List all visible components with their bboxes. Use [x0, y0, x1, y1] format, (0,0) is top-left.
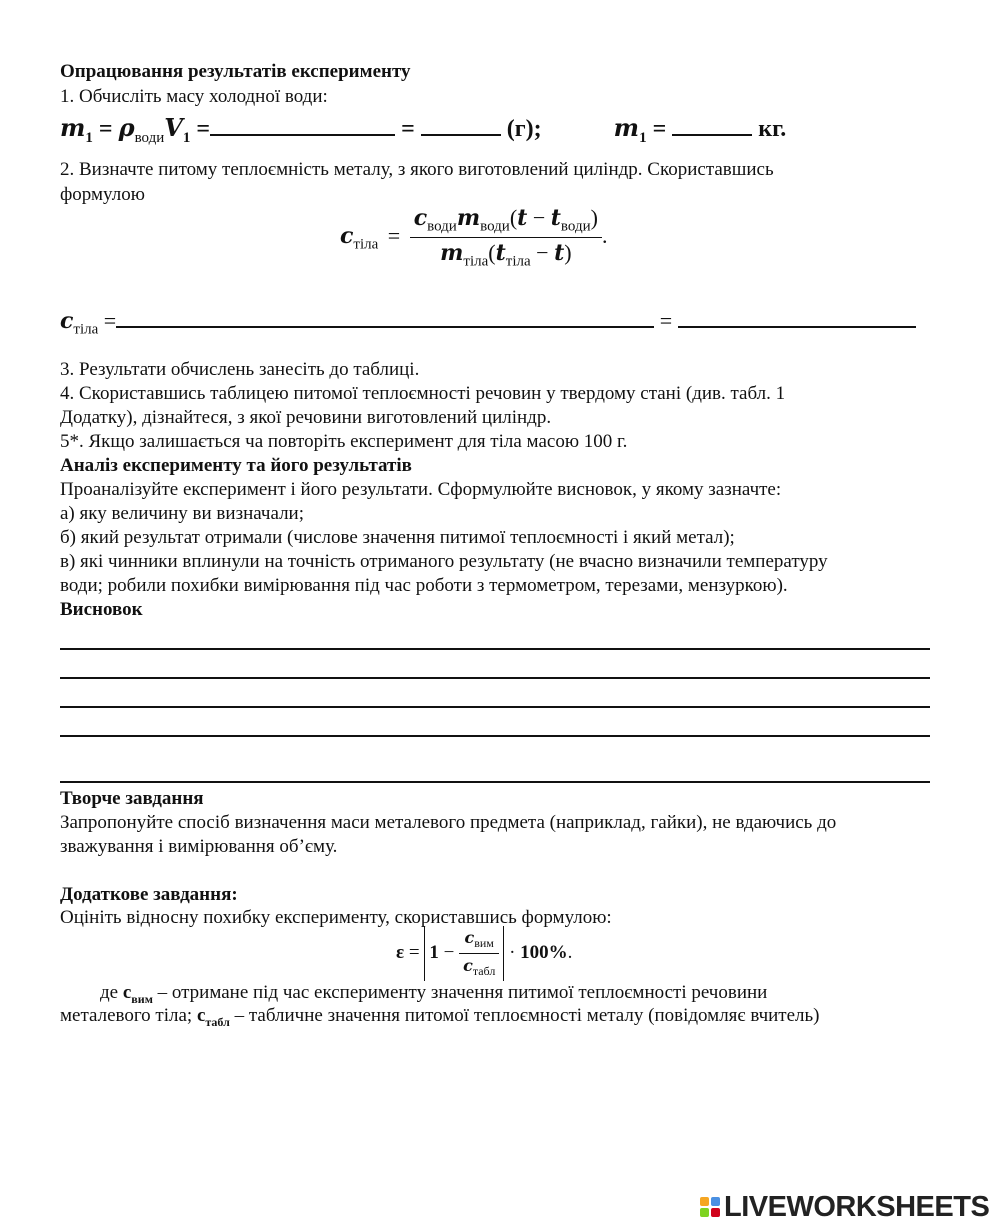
formula-mass-line — [60, 112, 786, 154]
f3-equals: = — [408, 942, 420, 964]
relative-error-formula — [396, 926, 572, 981]
logo-square-3 — [700, 1208, 709, 1217]
note-line-2-start: металевого тіла; — [60, 1005, 197, 1026]
num-t-2: t — [550, 205, 561, 231]
f3-hundred: 100% — [520, 942, 568, 964]
specific-heat-formula — [340, 205, 607, 271]
absolute-value — [424, 926, 504, 981]
logo-square-2 — [711, 1197, 720, 1206]
note-c-tab: с — [196, 1005, 206, 1026]
note-sub-meas: вим — [131, 991, 153, 1006]
num-sub-water: води — [427, 218, 457, 235]
analysis-item-a: а) яку величину ви визначали; — [60, 503, 305, 524]
symbol-rho: ρ — [118, 113, 135, 142]
den-sub-body: тіла — [463, 253, 489, 270]
den-lparen: ( — [488, 240, 496, 266]
formula-period: . — [601, 222, 608, 248]
analysis-item-c-line-2: води; робили похибки вимірювання під час роботи з термометром, терезами, мензуркою). — [60, 575, 788, 596]
step-2-line-2: формулою — [60, 184, 145, 205]
fraction-denominator — [410, 238, 602, 270]
mass-expression-blank[interactable] — [210, 116, 395, 136]
num-sub-water-2: води — [480, 218, 510, 235]
error-denominator — [459, 954, 499, 979]
step-4-line-1: 4. Скориставшись таблицею питомої теплоємності речовин у твердому стані (див. табл. 1 — [60, 383, 786, 404]
num-t: t — [517, 205, 528, 231]
f3-period: . — [567, 942, 573, 964]
step-5-text: 5*. Якщо залишається ча повторіть експеримент для тіла масою 100 г. — [60, 431, 628, 452]
analysis-intro: Проаналізуйте експеримент і його результати. Сформулюйте висновок, у якому зазначте: — [60, 479, 782, 500]
equals-sign-3: = — [401, 116, 415, 142]
specific-heat-expression-blank[interactable] — [116, 308, 654, 328]
num-m: m — [456, 205, 481, 231]
equals-sign: = — [98, 116, 113, 142]
equals-sign-4: = — [652, 116, 667, 142]
f3-den-sub: табл — [472, 964, 496, 979]
mass-grams-blank[interactable] — [421, 116, 501, 136]
conclusion-answer-line-1[interactable] — [60, 648, 930, 650]
calc-equals-2: = — [659, 308, 673, 333]
kg-unit: кг. — [758, 116, 787, 142]
conclusion-answer-line-5[interactable] — [60, 781, 930, 783]
num-rparen: ) — [590, 205, 598, 230]
specific-heat-calc-line — [60, 306, 916, 344]
calc-c: c — [60, 308, 74, 334]
logo-square-4 — [711, 1208, 720, 1217]
note-lead: де — [100, 982, 123, 1003]
subscript-1b: 1 — [182, 129, 191, 146]
logo-square-1 — [700, 1197, 709, 1206]
mass-kg-blank[interactable] — [672, 116, 752, 136]
step-1-text: 1. Обчисліть масу холодної води: — [60, 86, 328, 107]
den-rparen: ) — [564, 240, 572, 266]
den-t-2: t — [554, 240, 565, 267]
step-3-text: 3. Результати обчислень занесіть до таблиці. — [60, 359, 420, 380]
logo-text: LIVEWORKSHEETS — [724, 1190, 990, 1223]
calc-equals: = — [103, 308, 117, 333]
f3-den-c: c — [463, 956, 473, 976]
note-sub-tab: табл — [205, 1014, 230, 1029]
creative-task-line-1: Запропонуйте спосіб визначення маси металевого предмета (наприклад, гайки), не вдаючись до — [60, 812, 837, 833]
analysis-item-b: б) який результат отримали (числове значення питимої теплоємності і який метал); — [60, 527, 735, 548]
num-lparen: ( — [509, 205, 518, 230]
num-c: c — [413, 205, 428, 231]
heading-extra-task: Додаткове завдання: — [60, 884, 238, 905]
symbol-epsilon: ε — [396, 942, 405, 964]
den-m: m — [440, 240, 464, 267]
den-t: t — [495, 240, 506, 267]
grams-unit: (г); — [506, 116, 542, 142]
logo-mark-icon — [700, 1197, 720, 1217]
analysis-item-c-line-1: в) які чинники вплинули на точність отриманого результату (не вчасно визначили температуру — [60, 551, 828, 572]
fraction-numerator — [410, 205, 602, 238]
conclusion-answer-line-2[interactable] — [60, 677, 930, 679]
creative-task-line-2: зважування і вимірювання об’єму. — [60, 836, 338, 857]
subscript-water: води — [134, 129, 165, 146]
note-text-1: – отримане під час експерименту значення питимої теплоємності речовини — [152, 982, 768, 1003]
note-c-meas: с — [122, 982, 132, 1003]
subscript-1c: 1 — [639, 129, 647, 146]
symbol-c: c — [340, 222, 354, 249]
heading-analysis: Аналіз експерименту та його результатів — [60, 455, 412, 476]
error-numerator — [459, 928, 499, 954]
symbol-m-2: m — [613, 113, 640, 142]
conclusion-answer-line-3[interactable] — [60, 706, 930, 708]
den-minus: − — [536, 240, 549, 266]
specific-heat-result-blank[interactable] — [678, 308, 916, 328]
extra-task-intro: Оцініть відносну похибку експерименту, скориставшись формулою: — [60, 907, 612, 928]
liveworksheets-logo — [700, 1190, 989, 1224]
error-fraction — [459, 928, 499, 979]
f3-one: 1 — [429, 942, 439, 964]
equals-sign-2: = — [196, 116, 211, 142]
calc-sub-body: тіла — [73, 321, 99, 338]
note-text-2: – табличне значення питомої теплоємності металу (повідомляє вчитель) — [229, 1005, 820, 1026]
den-sub-body-2: тіла — [505, 253, 531, 270]
subscript-1: 1 — [85, 129, 93, 146]
step-4-line-2: Додатку), дізнайтеся, з якої речовини виготовлений циліндр. — [60, 407, 552, 428]
symbol-m: m — [60, 113, 86, 142]
specific-heat-fraction — [410, 205, 602, 271]
subscript-body: тіла — [353, 236, 379, 253]
step-2-line-1: 2. Визначте питому теплоємність металу, з якого виготовлений циліндр. Скориставшись — [60, 159, 774, 180]
f3-minus: − — [443, 942, 455, 964]
num-sub-water-3: води — [560, 218, 591, 235]
f3-times: · — [509, 942, 516, 964]
heading-processing: Опрацювання результатів експерименту — [60, 61, 411, 82]
equals-sign-f2: = — [387, 222, 401, 248]
symbol-v: V — [164, 113, 183, 142]
num-minus: − — [532, 205, 546, 230]
heading-creative-task: Творче завдання — [60, 788, 204, 809]
f3-num-c: c — [464, 928, 475, 947]
heading-conclusion: Висновок — [60, 599, 143, 620]
note-line-2 — [60, 1004, 820, 1034]
f3-num-sub: вим — [474, 936, 494, 951]
conclusion-answer-line-4[interactable] — [60, 735, 930, 737]
